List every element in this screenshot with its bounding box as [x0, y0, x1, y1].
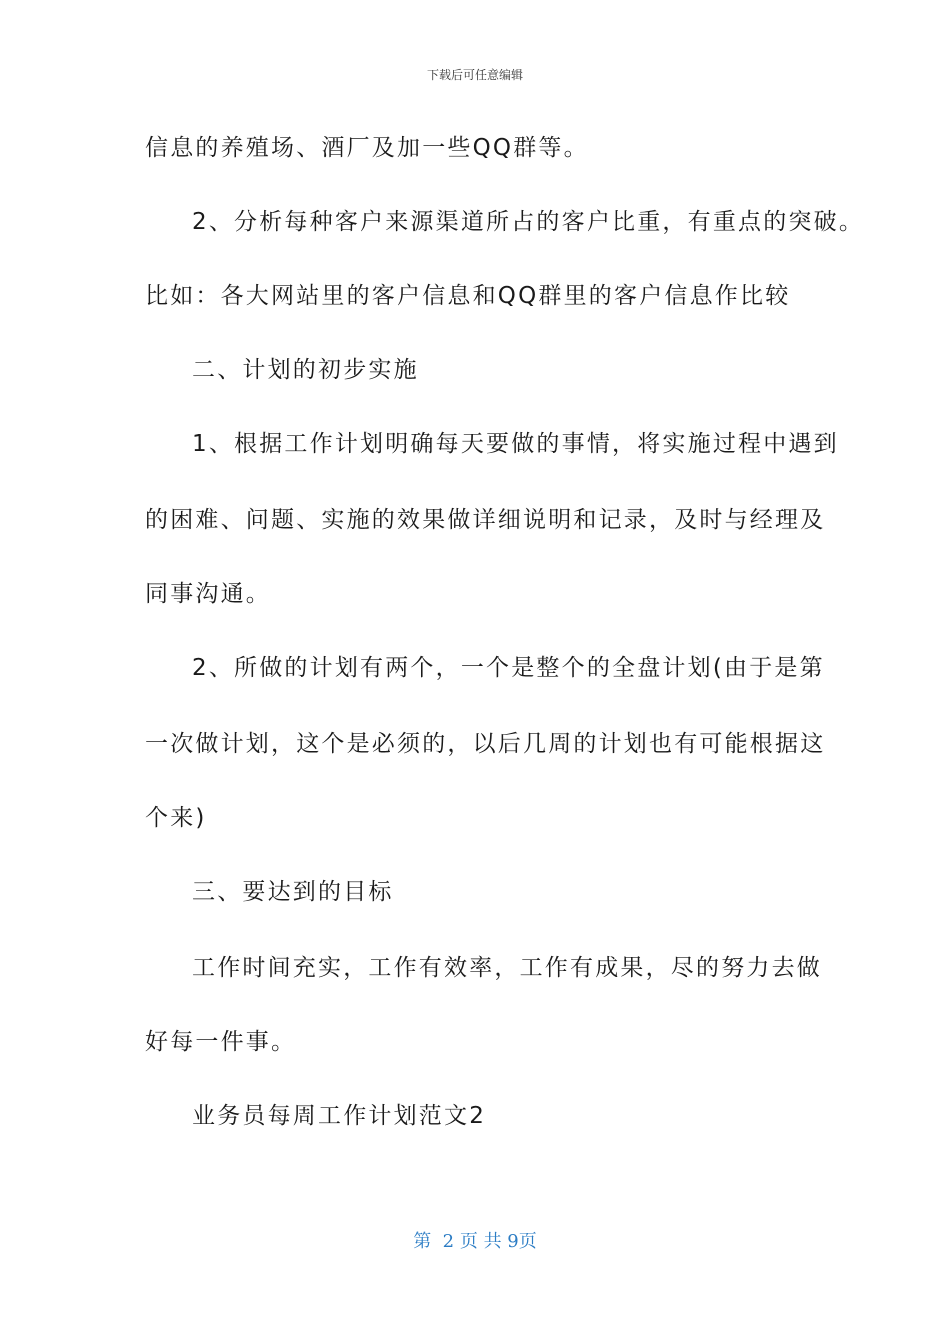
header-note: 下载后可任意编辑: [426, 68, 523, 82]
section-heading: 二、计划的初步实施: [192, 357, 419, 383]
section-heading: 三、要达到的目标: [192, 879, 394, 905]
page-number-footer: 第 2 页 共 9页: [413, 1231, 537, 1252]
paragraph-line: 工作时间充实，工作有效率，工作有成果，尽的努力去做: [192, 955, 822, 981]
paragraph-line: 一次做计划，这个是必须的，以后几周的计划也有可能根据这: [145, 731, 826, 757]
document-title: 业务员每周工作计划范文2: [192, 1103, 487, 1129]
paragraph-line: 好每一件事。: [145, 1029, 297, 1055]
paragraph-line: 同事沟通。: [145, 581, 271, 607]
paragraph-line: 的困难、问题、实施的效果做详细说明和记录，及时与经理及: [145, 507, 826, 533]
paragraph-line: 2、所做的计划有两个，一个是整个的全盘计划(由于是第: [192, 655, 825, 681]
paragraph-line: 信息的养殖场、酒厂及加一些QQ群等。: [145, 135, 589, 161]
paragraph-line: 1、根据工作计划明确每天要做的事情，将实施过程中遇到: [192, 431, 839, 457]
paragraph-line: 2、分析每种客户来源渠道所占的客户比重，有重点的突破。: [192, 209, 865, 235]
paragraph-line: 比如：各大网站里的客户信息和QQ群里的客户信息作比较: [145, 283, 791, 309]
paragraph-line: 个来): [145, 805, 207, 831]
